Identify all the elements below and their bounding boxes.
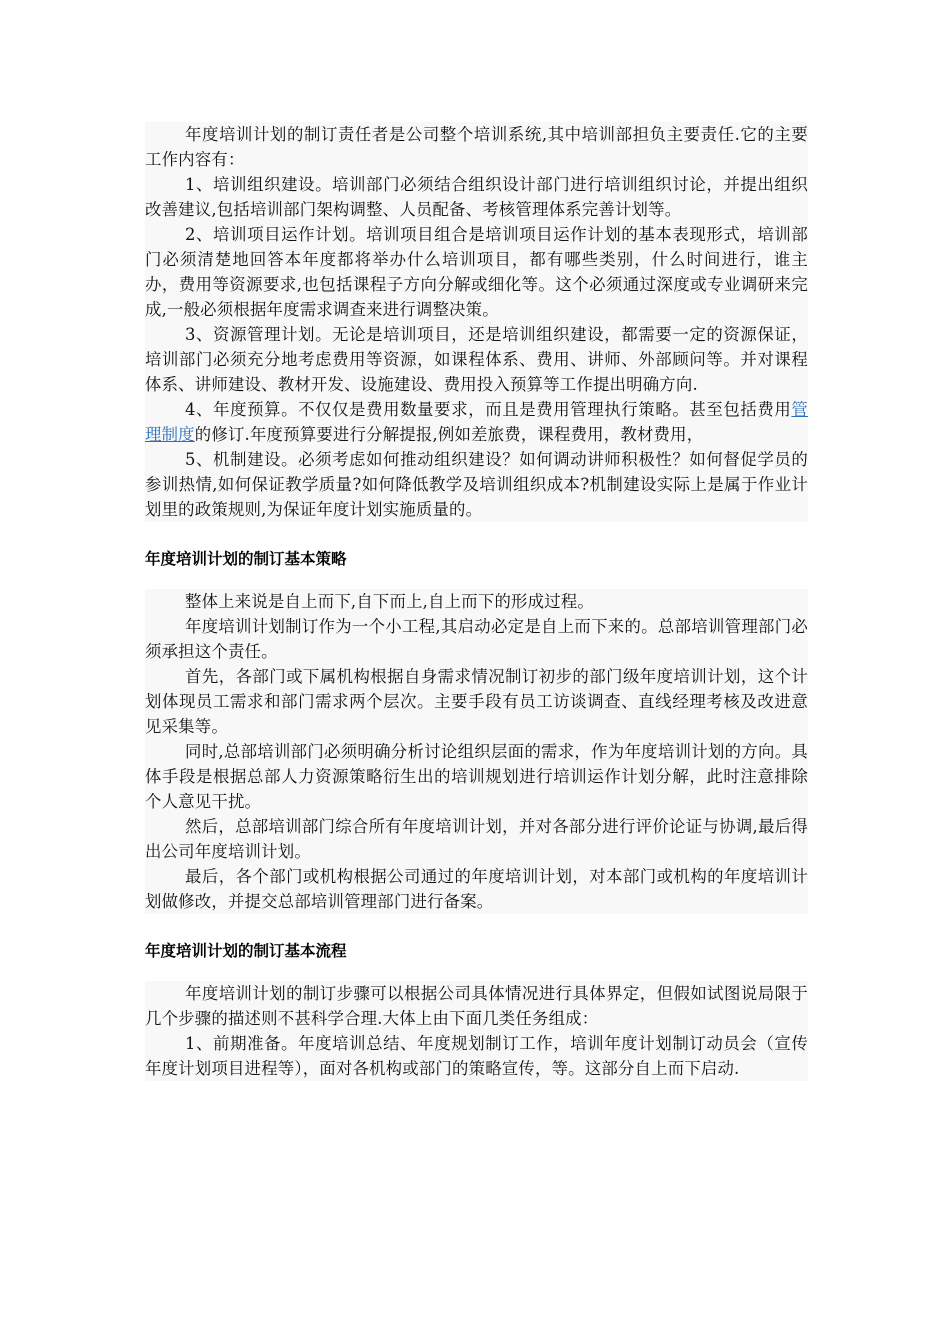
budget-text-before: 4、年度预算。不仅仅是费用数量要求，而且是费用管理执行策略。甚至包括费用 xyxy=(185,400,792,419)
section-process xyxy=(145,981,808,1081)
paragraph-strategy-then: 然后，总部培训部门综合所有年度培训计划，并对各部分进行评价论证与协调,最后得出公司年度培训计划。 xyxy=(145,817,808,861)
section-strategy xyxy=(145,589,808,914)
section-responsibilities xyxy=(145,122,808,522)
paragraph-budget xyxy=(145,397,808,447)
paragraph-strategy-finally: 最后，各个部门或机构根据公司通过的年度培训计划，对本部门或机构的年度培训计划做修改，并提交总部培训管理部门进行备案。 xyxy=(145,867,808,911)
heading-strategy: 年度培训计划的制订基本策略 xyxy=(145,550,347,568)
paragraph-process-intro: 年度培训计划的制订步骤可以根据公司具体情况进行具体界定，但假如试图说局限于几个步骤的描述则不甚科学合理.大体上由下面几类任务组成： xyxy=(145,984,808,1028)
paragraph-strategy-overview: 整体上来说是自上而下,自下而上,自上而下的形成过程。 xyxy=(185,592,594,611)
paragraph-strategy-first: 首先，各部门或下属机构根据自身需求情况制订初步的部门级年度培训计划，这个计划体现员工需求和部门需求两个层次。主要手段有员工访谈调查、直线经理考核及改进意见采集等。 xyxy=(145,667,808,736)
paragraph-mechanism: 5、机制建设。必须考虑如何推动组织建设？如何调动讲师积极性？如何督促学员的参训热情,如何保证教学质量?如何降低教学及培训组织成本?机制建设实际上是属于作业计划里的政策规则,为保证年度计划实施质量的。 xyxy=(145,450,808,519)
document-page xyxy=(145,122,808,1081)
paragraph-strategy-start: 年度培训计划制订作为一个小工程,其启动必定是自上而下来的。总部培训管理部门必须承担这个责任。 xyxy=(145,617,808,661)
paragraph-resource-plan: 3、资源管理计划。无论是培训项目，还是培训组织建设，都需要一定的资源保证，培训部门必须充分地考虑费用等资源，如课程体系、费用、讲师、外部顾问等。并对课程体系、讲师建设、教材开发、设施建设、费用投入预算等工作提出明确方向. xyxy=(145,325,808,394)
management-system-link[interactable]: 管理制度 xyxy=(145,400,808,444)
paragraph-process-step1: 1、前期准备。年度培训总结、年度规划制订工作，培训年度计划制订动员会（宣传年度计划项目进程等），面对各机构或部门的策略宣传，等。这部分自上而下启动. xyxy=(145,1034,808,1078)
budget-text-after: 的修订.年度预算要进行分解提报,例如差旅费，课程费用，教材费用， xyxy=(194,425,704,444)
paragraph-strategy-meanwhile: 同时,总部培训部门必须明确分析讨论组织层面的需求，作为年度培训计划的方向。具体手段是根据总部人力资源策略衍生出的培训规划进行培训运作计划分解，此时注意排除个人意见干扰。 xyxy=(145,742,808,811)
paragraph-org-building: 1、培训组织建设。培训部门必须结合组织设计部门进行培训组织讨论，并提出组织改善建议,包括培训部门架构调整、人员配备、考核管理体系完善计划等。 xyxy=(145,175,808,219)
heading-process: 年度培训计划的制订基本流程 xyxy=(145,942,347,960)
paragraph-project-plan: 2、培训项目运作计划。培训项目组合是培训项目运作计划的基本表现形式，培训部门必须清楚地回答本年度都将举办什么培训项目，都有哪些类别，什么时间进行，谁主办，费用等资源要求,也包括课程子方向分解或细化等。这个必须通过深度或专业调研来完成,一般必须根据年度需求调查来进行调整决策。 xyxy=(145,225,808,319)
paragraph-intro: 年度培训计划的制订责任者是公司整个培训系统,其中培训部担负主要责任.它的主要工作内容有： xyxy=(145,125,808,169)
